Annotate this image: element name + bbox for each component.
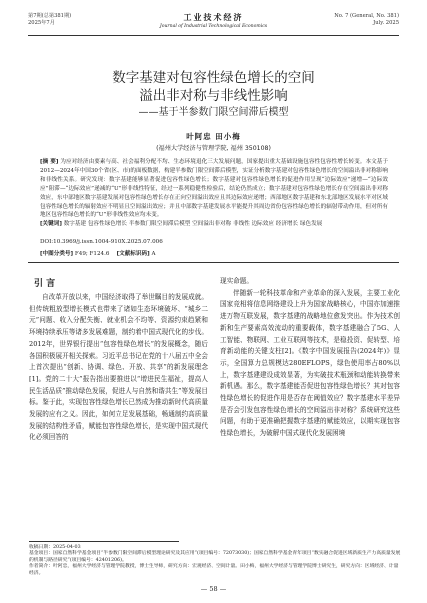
footnote-fund: 基金项目：国家自然科学基金项目“半参数门限空间滞后模型理论研究及其应用”(项目编号：72073030)；国家自然科学基金青年项目“数实融合促进区域新质生产力高质量发展的机制与路径研究”(项目编号：42401206)。 xyxy=(29,551,401,563)
left-column xyxy=(29,292,208,444)
section-heading-intro: 引 言 xyxy=(34,279,56,289)
header-issue-en-line1: No. 7 (General, No. 381) xyxy=(334,13,399,19)
abstract-label: [摘 要] xyxy=(40,159,59,165)
journal-title-en: Journal of Industrial Technological Economics xyxy=(159,24,268,29)
authors: 叶阿忠 田小梅 xyxy=(186,132,241,141)
header-rule xyxy=(28,35,399,36)
doi: DOI:10.3969/j.issn.1004-910X.2025.07.006 xyxy=(40,239,163,245)
footnote-bio: 作者简介：叶阿忠，福州大学经济与管理学院教授，博士生导师，研究方向：宏观经济、空间计量。田小梅，福州大学经济与管理学院博士研究生，研究方向：区域经济、计量经济。 xyxy=(29,564,399,576)
header-issue-en xyxy=(334,13,399,27)
abstract-rule xyxy=(28,262,399,263)
paragraph: 现实命题。 xyxy=(220,277,253,285)
header-issue-line1: 第7期(总第381期) xyxy=(28,13,72,19)
article-title-line2: 溢出非对称与非线性影响 xyxy=(139,88,288,104)
abstract-text: 为应对经济由要素与高、社会福利分配不均、生态环境退化三大发展问题，国家提出重大基础设施包容性包容性增长转变。本文基于2012—2024年中国30个省(区、市)的面板数据，构建半参数门限空间滞后模型，实证分析数字基建对包容性绿色增长的空间溢出非对称影响和非线性关系。研究发现：数字基建能够显著促进包容性绿色增长；数字基建对包容性绿色增长的促进作用呈现“边际效应”递增—“边际效应”阻滞—“边际效应”递减的“U”形非线性特征，经过一系列稳健性检验后，结论仍然成立；数字基建对包容性绿色增长存在空间溢出非对称效应，东中部地区数字基建发展对包容性绿色增长存在正向空间溢出效应且其边际效应递增；西部地区数字基建和东北部地区发展水平对区域包容性绿色增长的辐射效应不明显且空间溢出效应；并且中部数字基建发展水平能提升其周边省份包容性绿色增长的辐射带动作用，但对所有地区包容性绿色增长的“U”形非线性效应均未变。 xyxy=(40,159,388,219)
paragraph: 自改革开放以来，中国经济取得了举世瞩目的发展成就。但传统粗放型增长模式也带来了诸如生态环境破坏、“城乡二元”问题、收入分配失衡、就业机会不均等、资源约束趋紧和环境持续承压等诸多发展难题，制约着中国式现代化的步伐。2012年，世界银行提出“包容性绿色增长”的发展概念，随后各国积极展开相关探索。习近平总书记在党的十八届五中全会上首次提出“创新、协调、绿色、开放、共享”的新发展理念[1]。党的二十大”报告指出要推进以“增进民生福祉，提高人民生活品质”推动绿色发展，促进人与自然和谐共生”等发展目标。鉴于此，实现包容性绿色增长已然成为推动新时代高质量发展的应有之义。因此，如何立足发展基础，畅通制约高质量发展的结构性矛盾，赋能包容性绿色增长，是实现中国式现代化必须回答的 xyxy=(29,293,208,442)
affiliation: (福州大学经济与管理学院, 福州 350108) xyxy=(156,145,271,152)
journal-title-cn: 工业技术经济 xyxy=(183,13,244,22)
footnote-received: 收稿日期：2025-04-03 xyxy=(29,545,81,550)
doc-code-label: [文献标识码] xyxy=(116,251,150,257)
keywords-label: [关键词] xyxy=(40,221,62,227)
abstract xyxy=(40,158,388,220)
article-title-line1: 数字基建对包容性绿色增长的空间 xyxy=(112,70,315,86)
footnote-rule xyxy=(29,541,179,542)
clc-label: [中图分类号] xyxy=(40,251,74,257)
article-subtitle: ——基于半参数门限空间滞后模型 xyxy=(138,107,289,118)
page-number: — 58 — xyxy=(200,585,227,593)
paragraph: 伴随新一轮科技革命和产业革命的深入发展，主要工业化国家竞相将信息网络建设上升为国家战略核心，中国亦加速推进万物互联发展，数字基建的战略地位愈发突出。作为技术创新和生产要素高效流动的重要载体，数字基建融合了5G、人工智能、物联网、工业互联网等技术，是稳投资、促转型、培育新动能的关键支柱[2]。《数字中国发展报告(2024年)》显示，全国算力总规模达280EFLOPS，绿色使用率占80%以上，数字基建建设成效显著，为实破技术瓶颈和动能转换带来新机遇。那么，数字基建能否促进包容性绿色增长？其对包容性绿色增长的促进作用是否存在阈值效应？数字基建水平差异是否会引发包容性绿色增长的空间溢出非对称？系统研究这些问题，有助于更准确把握数字基建的赋能效应，以期实现包容性绿色增长，为破解中国式现代化发展困境 xyxy=(220,288,400,438)
keywords xyxy=(40,220,388,229)
right-column xyxy=(220,276,400,440)
header-issue-line2: 2025年7月 xyxy=(28,20,55,26)
header-issue-en-line2: July. 2025 xyxy=(373,20,399,26)
doc-code: A xyxy=(151,251,156,257)
keywords-text: 数字基建 包容性绿色增长 半参数门限空间滞后模型 空间溢出非对称 非线性 边际效应 经济增长 绿色发展 xyxy=(63,221,323,227)
classification xyxy=(40,249,155,257)
clc-code: F49; F124.6 xyxy=(74,251,110,257)
